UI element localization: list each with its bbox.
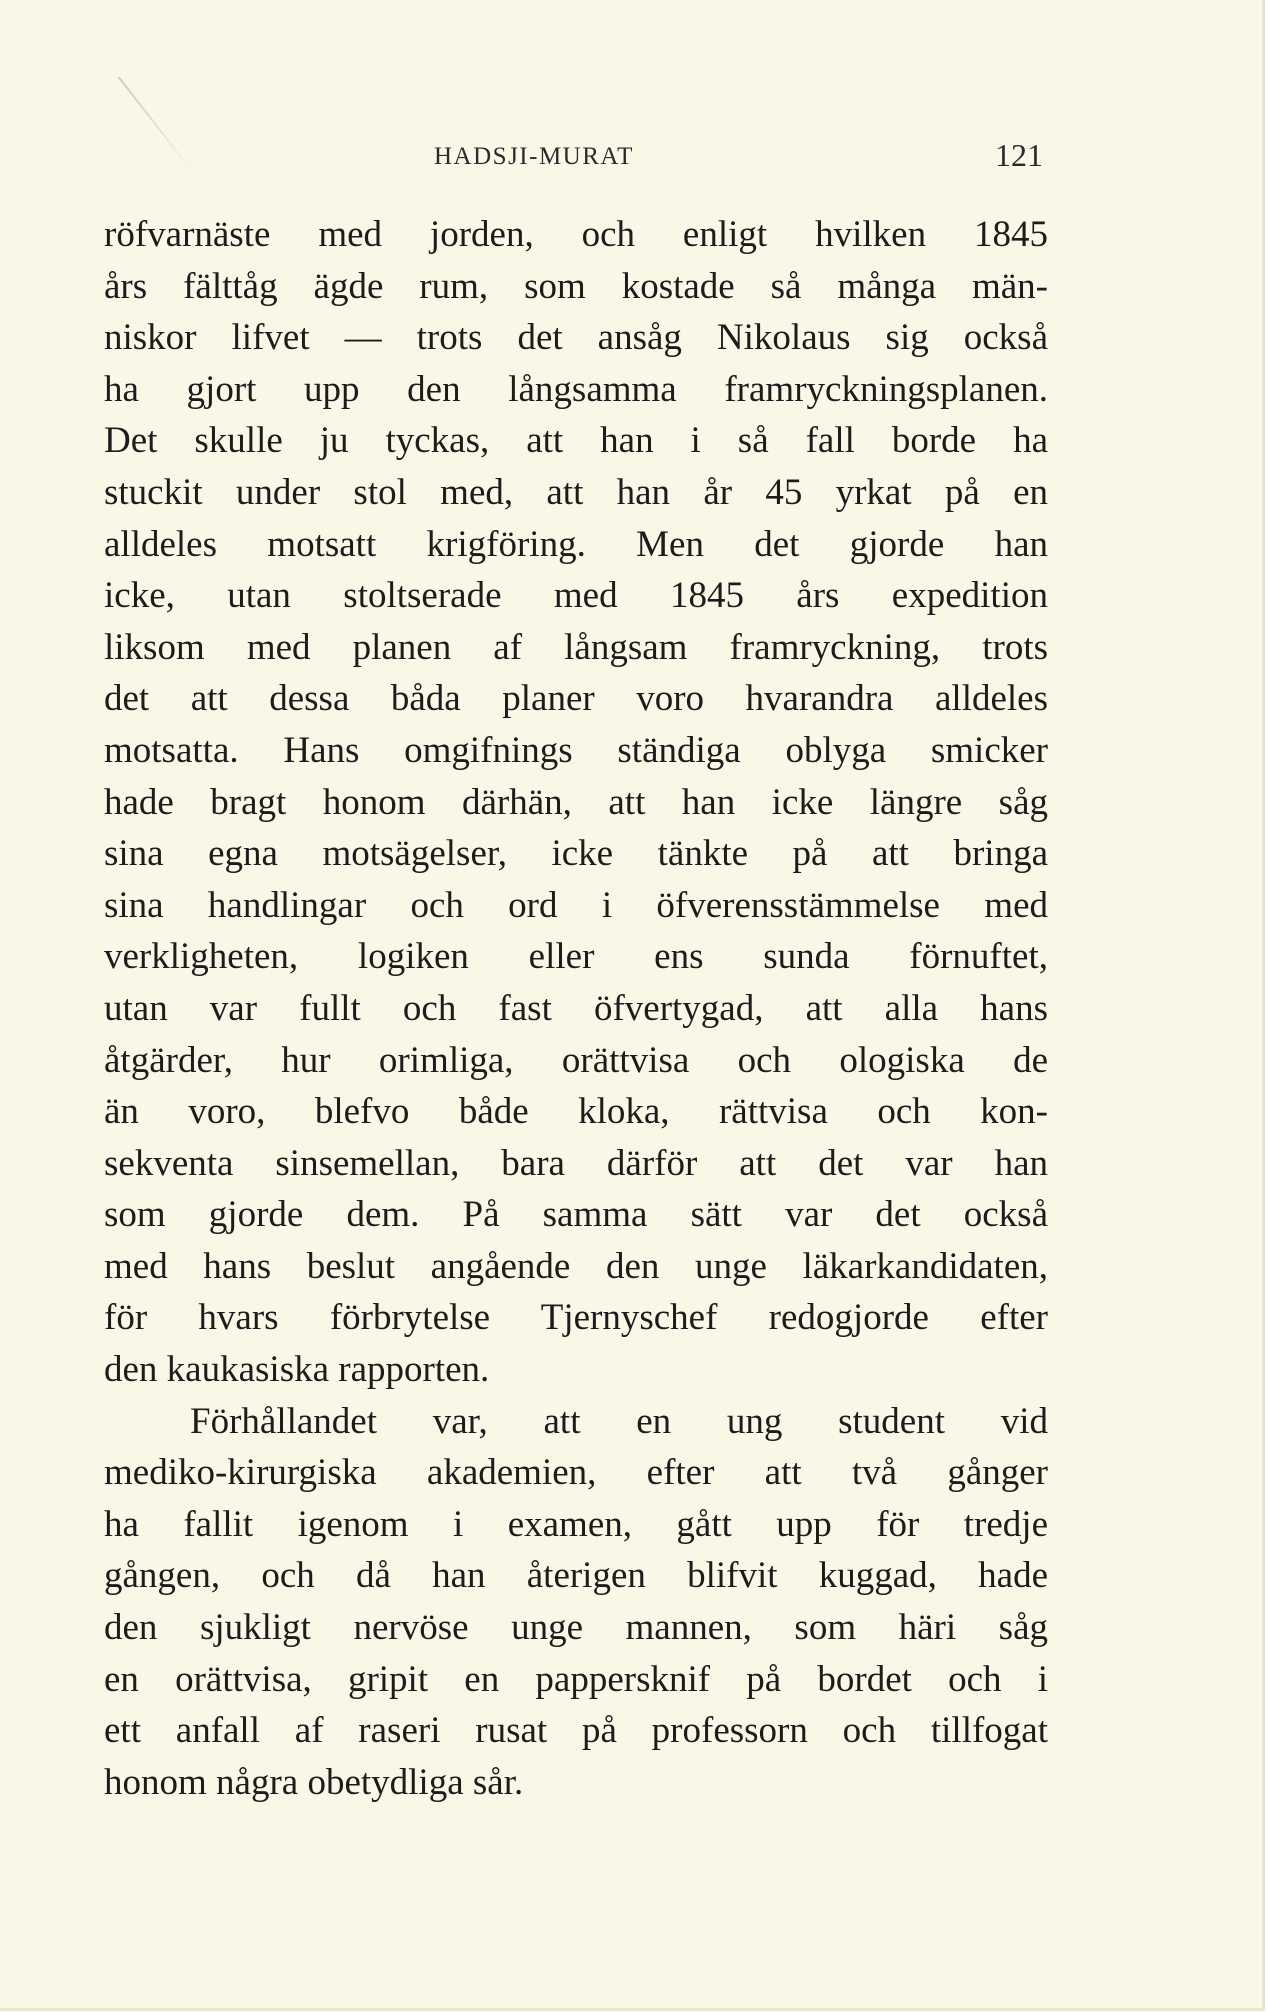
text-line: den sjukligt nervöse unge mannen, som häri såg	[104, 1607, 1048, 1649]
text-line: Förhållandet var, att en ung student vid	[190, 1400, 1048, 1442]
text-line: Det skulle ju tyckas, att han i så fall borde ha	[104, 420, 1048, 462]
text-line: utan var fullt och fast öfvertygad, att alla hans	[104, 987, 1048, 1029]
text-line: som gjorde dem. På samma sätt var det också	[104, 1194, 1048, 1236]
text-line: motsatta. Hans omgifnings ständiga oblyga smicker	[104, 729, 1048, 771]
page-number: 121	[995, 137, 1043, 173]
running-head	[0, 137, 1262, 183]
text-line: sina handlingar och ord i öfverensstämmelse med	[104, 884, 1048, 926]
text-line: mediko-kirurgiska akademien, efter att två gånger	[104, 1452, 1048, 1494]
text-line: en orättvisa, gripit en pappersknif på bordet och i	[104, 1658, 1048, 1700]
text-line: den kaukasiska rapporten.	[104, 1349, 490, 1391]
text-line: för hvars förbrytelse Tjernyschef redogjorde efter	[104, 1297, 1048, 1339]
text-line: ha gjort upp den långsamma framryckningsplanen.	[104, 368, 1048, 410]
text-line: röfvarnäste med jorden, och enligt hvilken 1845	[104, 214, 1048, 255]
text-line: stuckit under stol med, att han år 45 yrkat på en	[104, 471, 1048, 513]
text-line: med hans beslut angående den unge läkarkandidaten,	[104, 1245, 1048, 1287]
text-line: liksom med planen af långsam framryckning, trots	[104, 626, 1048, 668]
running-title: HADSJI-MURAT	[434, 143, 634, 170]
text-line: ett anfall af raseri rusat på professorn och tillfogat	[104, 1710, 1048, 1752]
text-line: sekventa sinsemellan, bara därför att det var han	[104, 1142, 1048, 1184]
text-line: alldeles motsatt krigföring. Men det gjorde han	[104, 523, 1048, 565]
text-line: hade bragt honom därhän, att han icke längre såg	[104, 781, 1048, 823]
text-line: det att dessa båda planer voro hvarandra alldeles	[104, 678, 1048, 720]
text-line: sina egna motsägelser, icke tänkte på att bringa	[104, 833, 1048, 875]
text-line: än voro, blefvo både kloka, rättvisa och kon-	[104, 1091, 1048, 1133]
text-line: års fälttåg ägde rum, som kostade så många män-	[104, 265, 1048, 307]
text-line: ha fallit igenom i examen, gått upp för tredje	[104, 1503, 1048, 1545]
text-line: icke, utan stoltserade med 1845 års expedition	[104, 575, 1048, 617]
text-line: honom några obetydliga sår.	[104, 1761, 524, 1803]
text-line: åtgärder, hur orimliga, orättvisa och ologiska de	[104, 1039, 1048, 1081]
text-line: verkligheten, logiken eller ens sunda förnuftet,	[104, 936, 1048, 978]
text-line: gången, och då han återigen blifvit kuggad, hade	[104, 1555, 1048, 1597]
text-line: niskor lifvet — trots det ansåg Nikolaus sig också	[104, 317, 1048, 359]
body-text	[104, 209, 1048, 1808]
